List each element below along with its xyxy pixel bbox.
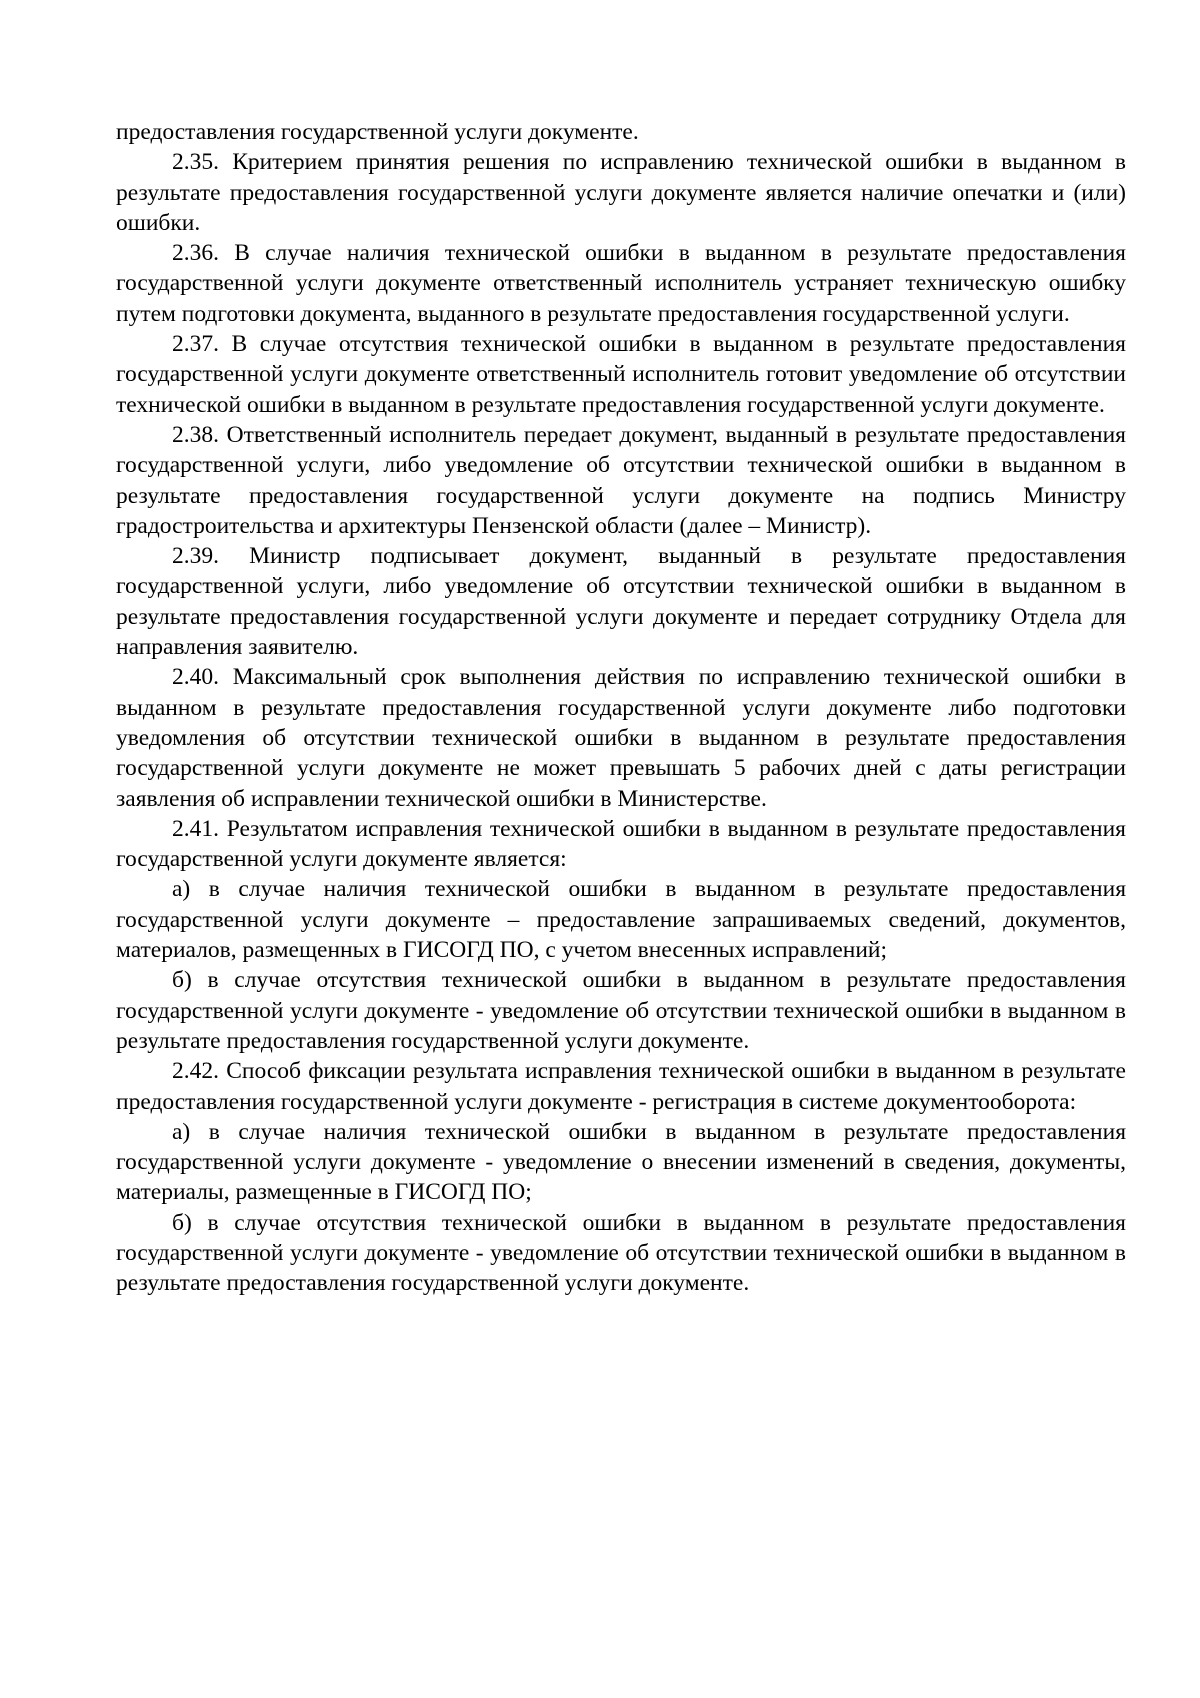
paragraph-2-41-b: б) в случае отсутствия технической ошибки в выданном в результате предоставления государственной услуги документе - уведомление об отсутствии технической ошибки в выданном в результате предоставления государственной услуги документе. <box>116 967 1126 1054</box>
paragraph-2-35: 2.35. Критерием принятия решения по исправлению технической ошибки в выданном в результате предоставления государственной услуги документе является наличие опечатки и (или) ошибки. <box>116 149 1126 236</box>
paragraph-2-39: 2.39. Министр подписывает документ, выданный в результате предоставления государственной услуги, либо уведомление об отсутствии технической ошибки в выданном в результате предоставления государственной услуги документе и передает сотруднику Отдела для направления заявителю. <box>116 543 1126 661</box>
paragraph-2-38: 2.38. Ответственный исполнитель передает документ, выданный в результате предоставления государственной услуги, либо уведомление об отсутствии технической ошибки в выданном в результате предоставления государственной услуги документе на подпись Министру градостроительства и архитектуры Пензенской области (далее – Министр). <box>116 421 1126 539</box>
paragraph-continuation: предоставления государственной услуги документе. <box>116 119 639 145</box>
paragraph-2-41-a: а) в случае наличия технической ошибки в выданном в результате предоставления государственной услуги документе – предоставление запрашиваемых сведений, документов, материалов, размещенных в ГИСОГД ПО, с учетом внесенных исправлений; <box>116 876 1126 964</box>
paragraph-2-42: 2.42. Способ фиксации результата исправления технической ошибки в выданном в результате предоставления государственной услуги документе - регистрация в системе документооборота: <box>116 1058 1126 1115</box>
paragraph-2-40: 2.40. Максимальный срок выполнения действия по исправлению технической ошибки в выданном в результате предоставления государственной услуги документе либо подготовки уведомления об отсутствии технической ошибки в выданном в результате предоставления государственной услуги документе не может превышать 5 рабочих дней с даты регистрации заявления об исправлении технической ошибки в Министерстве. <box>116 664 1126 812</box>
document-page <box>116 117 1126 1299</box>
paragraph-2-36: 2.36. В случае наличия технической ошибки в выданном в результате предоставления государственной услуги документе ответственный исполнитель устраняет техническую ошибку путем подготовки документа, выданного в результате предоставления государственной услуги. <box>116 240 1126 327</box>
paragraph-2-41: 2.41. Результатом исправления технической ошибки в выданном в результате предоставления государственной услуги документе является: <box>116 815 1126 873</box>
paragraph-2-37: 2.37. В случае отсутствия технической ошибки в выданном в результате предоставления государственной услуги документе ответственный исполнитель готовит уведомление об отсутствии технической ошибки в выданном в результате предоставления государственной услуги документе. <box>116 331 1126 418</box>
paragraph-2-42-a: а) в случае наличия технической ошибки в выданном в результате предоставления государственной услуги документе - уведомление о внесении изменений в сведения, документы, материалы, размещенные в ГИСОГД ПО; <box>116 1118 1126 1206</box>
paragraph-2-42-b: б) в случае отсутствия технической ошибки в выданном в результате предоставления государственной услуги документе - уведомление об отсутствии технической ошибки в выданном в результате предоставления государственной услуги документе. <box>116 1209 1126 1297</box>
